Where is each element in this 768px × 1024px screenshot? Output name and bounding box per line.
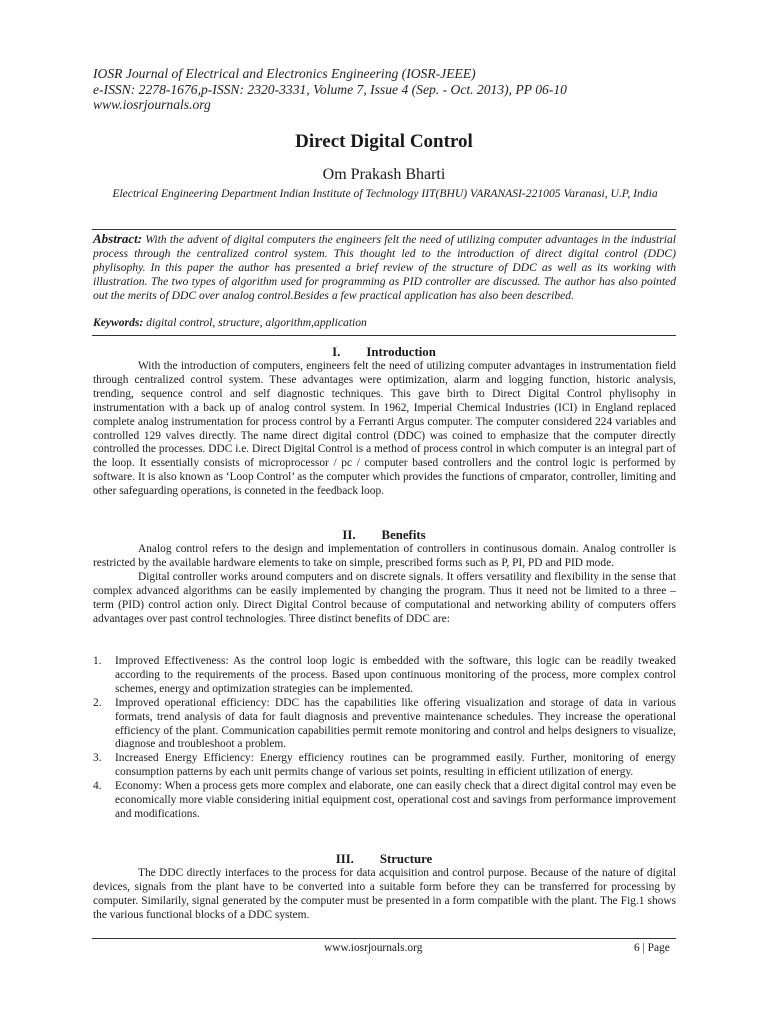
abstract-label: Abstract: <box>93 231 143 246</box>
list-text: Increased Energy Efficiency: Energy efficiency routines can be programmed easily. Further, monitoring of energy consumption patterns by each unit permits change of various set points, resulting in efficient utilization of energy. <box>115 752 676 779</box>
abstract-bottom-rule <box>92 335 676 336</box>
list-item <box>93 697 676 753</box>
footer-rule <box>92 938 676 939</box>
abstract-top-rule <box>92 229 676 230</box>
list-text: Economy: When a process gets more complex and elaborate, one can easily check that a direct digital control may even be economically more viable considering initial equipment cost, operational cost and savings from performance improvement and modifications. <box>115 780 676 820</box>
paragraph: Digital controller works around computers and on discrete signals. It offers versatility and flexibility in the sense that complex advanced algorithms can be easily implemented by changing the program. Thus it need not be limited to a three – term (PID) control action only. Direct Digital Control because of computational and networking ability of computers offers advantages over past control technologies. Three distinct benefits of DDC are: <box>93 570 676 625</box>
keywords-label: Keywords: <box>93 316 144 329</box>
author-name: Om Prakash Bharti <box>322 166 446 183</box>
abstract-text: With the advent of digital computers the engineers felt the need of utilizing computer advantages in the industrial process through the centralized control system. This thought led to the introduction of direct digital control (DDC) phylisophy. In this paper the author has presented a brief review of the structure of DDC as well as its working with illustration. The two types of algorithm used for programming as PID controller are discussed. The author has also pointed out the merits of DDC over analog control.Besides a few practical application has also been described. <box>93 233 676 302</box>
structure-body <box>93 867 676 923</box>
section-heading-structure <box>0 852 768 867</box>
journal-header <box>93 66 693 113</box>
paragraph: The DDC directly interfaces to the process for data acquisition and control purpose. Because of the nature of digital devices, signals from the plant have to be converted into a suitable form before they can be transferred for processing by computer. Similarily, signal generated by the computer must be presented in a form compatible with the plant. The Fig.1 shows the various functional blocks of a DDC system. <box>93 867 676 921</box>
list-text: Improved Effectiveness: As the control loop logic is embedded with the software, this logic can be readily tweaked according to the requirements of the process. Based upon continuous monitoring of the process, more complex control schemes, energy and optimization strategies can be implemented. <box>115 655 676 695</box>
abstract <box>93 232 676 303</box>
section-heading-introduction <box>0 345 768 360</box>
journal-url[interactable]: www.iosrjournals.org <box>93 97 211 112</box>
paragraph: With the introduction of computers, engineers felt the need of utilizing computer advantages in instrumentation field through centralized control system. These advantages were optimization, alarm and logging function, historic analysis, trending, sequence control and self diagnostic techniques. This gave birth to Direct Digital Control phylisophy in instrumentation with a back up of analog control system. In 1962, Imperial Chemical Industries (ICI) in England replaced complete analog instrumentation for process control by a Ferranti Argus computer. The computer considered 224 variables and controlled 129 valves directly. The name direct digital control (DDC) was coined to emphasize that the computer directly controlled the processes. DDC i.e. Direct Digital Control is a method of process control in which computer is an integral part of the loop. It essentially consists of microprocessor / pc / computer based controllers and the control logic is performed by software. It is also known as ‘Loop Control’ as the computer which provides the functions of cmparator, controller, limiting and other safeguarding operations, is conneted in the feedback loop. <box>93 360 676 498</box>
list-item <box>93 780 676 822</box>
benefits-list <box>93 655 676 822</box>
list-number: 1. <box>93 655 102 667</box>
list-number: 4. <box>93 780 102 793</box>
keywords <box>93 316 676 329</box>
journal-issn: e-ISSN: 2278-1676,p-ISSN: 2320-3331, Volume 7, Issue 4 (Sep. - Oct. 2013), PP 06-10 <box>93 81 567 97</box>
page-number: 6 | Page <box>634 942 670 954</box>
list-item <box>93 752 676 780</box>
benefits-body <box>93 543 676 626</box>
paper-title: Direct Digital Control <box>295 131 473 152</box>
list-item <box>93 655 676 697</box>
section-title: Structure <box>379 852 433 866</box>
section-heading-benefits <box>0 528 768 543</box>
author-affiliation: Electrical Engineering Department Indian Institute of Technology IIT(BHU) VARANASI-221005 Varanasi, U.P, India <box>112 187 658 200</box>
keywords-text: digital control, structure, algorithm,application <box>143 316 367 329</box>
list-number: 2. <box>93 696 102 709</box>
section-number: I. <box>332 345 341 359</box>
footer-url[interactable]: www.iosrjournals.org <box>324 942 423 954</box>
list-number: 3. <box>93 752 102 765</box>
section-title: Introduction <box>366 345 436 359</box>
section-number: II. <box>342 528 356 542</box>
section-number: III. <box>335 852 354 866</box>
journal-name: IOSR Journal of Electrical and Electronics Engineering (IOSR-JEEE) <box>93 66 476 81</box>
paragraph: Analog control refers to the design and implementation of controllers in continusous domain. Analog controller is restricted by the available hardware elements to take on simple, prescribed forms such as P, PI, PD and PID mode. <box>93 543 676 569</box>
introduction-body <box>93 360 676 499</box>
section-title: Benefits <box>381 528 426 542</box>
list-text: Improved operational efficiency: DDC has the capabilities like offering visualization and storage of data in various formats, trend analysis of data for fault diagnosis and preventive maintenance schedules. They increase the operational efficiency of the plant. Communication capabilities permit remote monitoring and control and helps designers to visualize, diagnose and troubleshoot a problem. <box>115 696 676 751</box>
